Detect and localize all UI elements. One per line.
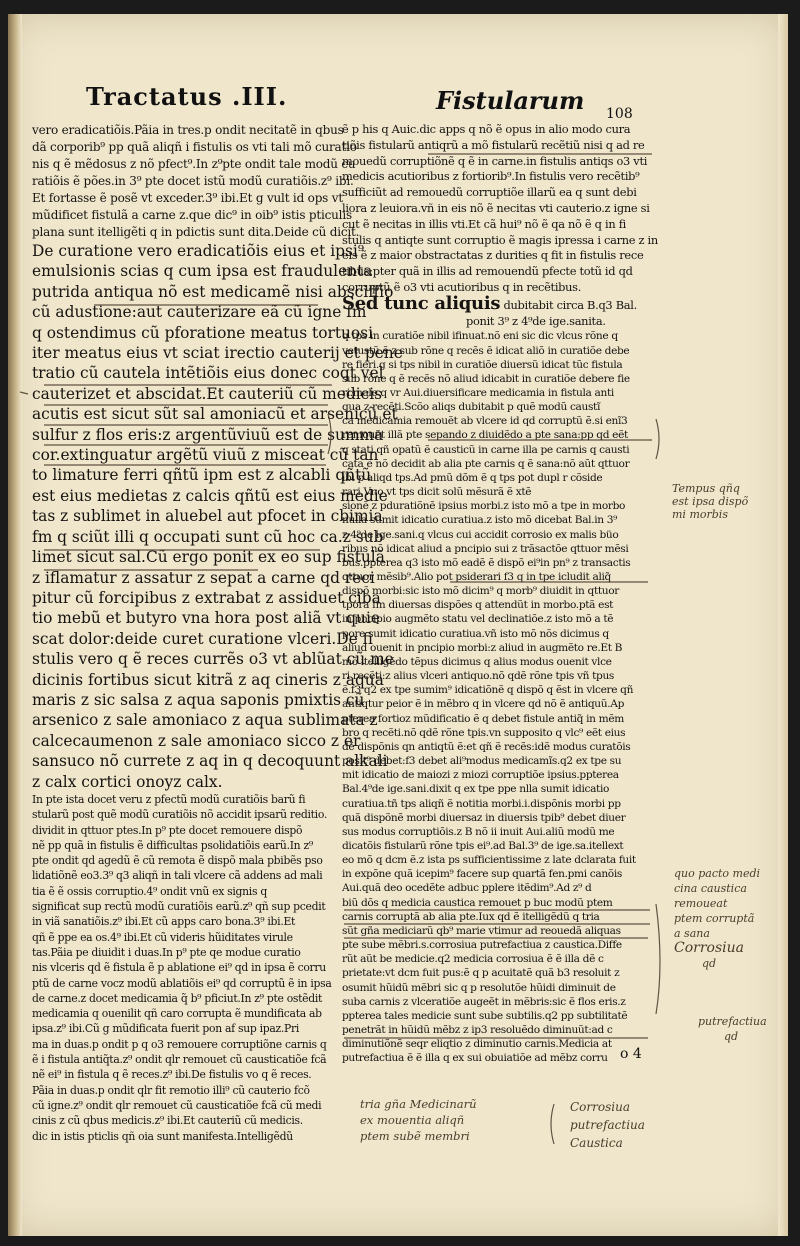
text-line: q stati qñ opatũ ẽ causticũ in carne illa pe carnis q causti bbox=[342, 443, 630, 456]
text-line: est eius medietas z calcis qñtũ est eius medie bbox=[32, 486, 388, 505]
text-line: tio mebũ et butyro vna hora post aliã vt quie bbox=[32, 609, 380, 628]
note-line: quo pacto medi bbox=[674, 867, 761, 880]
text-line: pitur cũ forcipibus z extrabat z assiduet ciba bbox=[32, 588, 381, 607]
text-line: vero eradicatiõis.Pãia in tres.p ondit necitatẽ in qbus bbox=[32, 123, 344, 137]
page-edge bbox=[778, 14, 788, 1236]
binding-gutter bbox=[8, 14, 22, 1236]
text-line: pte ondit qd agedũ ẽ cũ remota ẽ dispõ mala pbibẽs pso bbox=[32, 854, 323, 868]
text-line: ratiõis ẽ pões.in 3⁹ pte docet istũ modũ curatiõis.z⁹ ibi. bbox=[32, 174, 354, 188]
margin-note-caustic bbox=[674, 866, 760, 971]
bracket-stroke bbox=[656, 904, 660, 1014]
right-commentary-block bbox=[342, 329, 652, 1065]
text-line: ẽ p his q Auic.dic apps q nõ ẽ opus in alio modo cura bbox=[342, 122, 631, 136]
section-rubric bbox=[342, 292, 652, 330]
text-line: cata ẽ nõ decidit ab alia pte carnis q ẽ sana:nõ aũt qttuor bbox=[342, 457, 630, 470]
text-line: ponit 3⁹ z 4⁹de ige.sanita. bbox=[466, 313, 606, 328]
text-line: ẽ.f3 q2 ex tpe sumim⁹ idicatiõnẽ q dispõ q ẽst in vlcere qñ bbox=[342, 684, 634, 697]
bracket-stroke bbox=[656, 419, 659, 459]
text-line: sus modus corruptiõis.z B nõ ii inuit Aui.aliũ modũ me bbox=[342, 825, 615, 838]
note-line: Tempus qñq bbox=[672, 482, 740, 495]
text-line: sub rõne q ẽ recẽs nõ aliud idicabit in curatiõe debere fie bbox=[342, 372, 630, 385]
text-line: dic in istis pticlis qñ oia sunt manifesta.Intelligẽdũ bbox=[32, 1129, 293, 1143]
text-line: curatiua.tñ tps aliqñ ẽ notitia morbi.i.dispõnis morbi pp bbox=[342, 797, 621, 810]
note-line: remoueat bbox=[674, 897, 728, 910]
text-line: in pncipio augmẽto statu vel declinatiõe.z isto mõ a tẽ bbox=[342, 613, 614, 626]
text-line: plana sunt itelligẽti q in pdictis sunt dita.Deide cũ dicit. bbox=[32, 225, 360, 239]
text-line: mouedũ corruptiõnẽ q ẽ in carne.in fistulis antiqs o3 vti bbox=[342, 153, 648, 168]
text-line: Et fortasse ẽ posẽ vt exceder.3⁹ ibi.Et g vult id ops vt bbox=[32, 191, 343, 205]
note-line: est ipsa dispõ bbox=[672, 495, 749, 508]
text-line: significat sup rectũ modũ curatiõis earũ.z⁹ qñ sup pcedit bbox=[32, 900, 326, 914]
text-line: dispõ morbi:sic isto mõ dicim⁹ q morb⁹ diuidit in qttuor bbox=[342, 585, 619, 598]
text-line: ribus nõ idicat aliud a pncipio sui z trãsactõe qttuor mẽsi bbox=[342, 542, 629, 555]
note-line: qd bbox=[724, 1030, 739, 1043]
text-line: scat dolor:deide curet curatione vlceri.De fi bbox=[32, 629, 373, 648]
text-line: iter meatus eius vt sciat irectio cauterij et pene bbox=[32, 344, 403, 363]
text-line: sulfur z flos eris:z argentũviuũ est de summa bbox=[32, 425, 384, 444]
text-line: stulis q antiqte sunt corruptio ẽ magis ipressa i carne z in bbox=[342, 232, 658, 247]
text-line: corruptũ ẽ o3 vti acutioribus q in recẽtibus. bbox=[342, 279, 582, 294]
text-line: suba carnis z vlceratiõe augeẽt in mẽbris:sic ẽ flos eris.z bbox=[342, 995, 626, 1008]
note-line: Corrosiua bbox=[674, 940, 744, 956]
text-line: sionẽ z pduratiõnẽ ipsius morbi.z isto mõ a tpe in morbo bbox=[342, 500, 626, 513]
text-line: maris z sic salsa z aqua saponis pmixtis cũ bbox=[32, 690, 365, 709]
text-line: in viã sanatiõis.z⁹ ibi.Et cũ apps caro bona.3⁹ ibi.Et bbox=[32, 915, 296, 929]
right-text-column bbox=[342, 122, 658, 1065]
text-line: sũt gña mediciarũ qb⁹ marie vtimur ad reouedã aliquas bbox=[342, 924, 621, 937]
text-line: aliud ouenit in pncipio morbi:z aliud in augmẽto re.Et B bbox=[342, 641, 623, 654]
text-line: vetustũ ẽ z sub rõne q recẽs ẽ idicat aliõ in curatiõe debe bbox=[342, 344, 630, 357]
text-line: lidatiõnẽ eo3.3⁹ q3 aliqñ in tali vlcere cã addens ad mali bbox=[32, 869, 323, 883]
text-line: rũt aũt be medicie.q2 medicia corrosiua ẽ ẽ illa dẽ c bbox=[342, 953, 604, 966]
text-line: nis vlceris qd ẽ fistula ẽ p ablatione ei⁹ qd in ipsa ẽ corru bbox=[32, 961, 326, 975]
text-line: arsenico z sale amoniaco z aqua sublimata z bbox=[32, 711, 378, 730]
text-line: biũ dõs q medicia caustica remouet p buc modũ ptem bbox=[342, 896, 613, 909]
note-line: putrefactiua bbox=[570, 1118, 645, 1132]
text-line: medicamia q ouenilit qñ caro corrupta ẽ mundificata ab bbox=[32, 1007, 322, 1021]
note-line: cina caustica bbox=[674, 882, 747, 895]
text-line: limet sicut sal.Cũ ergo ponit ex eo sup fistulã bbox=[32, 548, 385, 567]
text-line: ibi p aliqd tps.Ad pmũ dõm ẽ q tps pot dupl r cõside bbox=[342, 471, 603, 484]
text-line: putrefactiua ẽ ẽ illa q ex sui obuiatiõe ad mẽbz corru bbox=[342, 1052, 608, 1065]
note-line: ptem corruptã bbox=[674, 912, 755, 925]
text-line: eo mõ q dcm ẽ.z ista ps sufficientissime z late dclarata fuit bbox=[342, 854, 636, 867]
text-line: cũ igne.z⁹ ondit qlr remouet cũ causticatiõe fcã cũ medi bbox=[32, 1098, 322, 1112]
text-line: nulla sumit idicatio curatiua.z isto mõ dicebat Bal.in 3⁹ bbox=[342, 514, 618, 527]
text-line: nẽ ei⁹ in fistula q ẽ reces.z⁹ ibi.De fistulis vo q ẽ reces. bbox=[32, 1068, 312, 1082]
text-line: qttuor mẽsib⁹.Alio pot psiderari f3 q in tpe icludit aliq̃ bbox=[342, 571, 611, 584]
text-line: pte sube mẽbri.s.corrosiua putrefactiua z caustica.Diffe bbox=[342, 939, 622, 952]
note-line: ex mouentia aliqñ bbox=[360, 1113, 465, 1127]
text-line: qñ ẽ ppe ea os.4⁹ ibi.Et cũ videris hũiditates virule bbox=[32, 930, 293, 944]
text-line: tibus:pter quã in illis ad remouendũ pfecte totũ id qd bbox=[342, 264, 633, 279]
text-line: De curatione vero eradicatiõis eius et ipsi⁹ bbox=[32, 242, 364, 260]
margin-note-time bbox=[672, 482, 748, 521]
text-line: rari.Vno vt tps dicit solũ mẽsurã ẽ xtẽ bbox=[342, 486, 532, 499]
running-head-left: Tractatus .III. bbox=[86, 82, 288, 111]
bottom-handwritten-note bbox=[360, 1096, 477, 1144]
text-line: cut ẽ necitas in illis vti.Et cã hui⁹ nõ ẽ qa nõ ẽ q in fi bbox=[342, 216, 626, 231]
note-line: a sana bbox=[674, 927, 710, 940]
text-line: bro q recẽti.nõ qdẽ rõne tpis.vn supposito q vlc⁹ eẽt eius bbox=[342, 726, 626, 739]
text-line: remouẽt illã pte sepando z diuidẽdo a pte sana:pp qd eẽt bbox=[342, 429, 628, 442]
text-line: ptũ de carne vocz modũ ablatiõis ei⁹ qd corruptũ ẽ in ipsa bbox=[32, 976, 332, 990]
text-line: antiqtur peior ẽ in mẽbro q in vlcere qd nõ ẽ antiquũ.Ap bbox=[342, 698, 624, 711]
text-line: q ostendimus cũ pforatione meatus tortuosi bbox=[32, 323, 373, 342]
text-line: ẽ i fistula antiq̃ta.z⁹ ondit qlr remouet cũ causticatiõe fcã bbox=[32, 1053, 327, 1067]
text-line: z iflamatur z assatur z sepat a carne qd reci bbox=[32, 568, 375, 587]
text-line: In pte ista docet veru z pfectũ modũ curatiõis barũ fi bbox=[32, 792, 306, 806]
text-line: tratio cũ cautela intẽtiõis eius donec coqt vel bbox=[32, 364, 384, 383]
text-line: emulsionis scias q cum ipsa est fraudulenta bbox=[32, 262, 373, 281]
text-line: dicatõis fistularũ rõne tpis ei⁹.ad Bal.3⁹ de ige.sa.itellext bbox=[342, 839, 624, 852]
left-commentary-block bbox=[32, 792, 338, 1144]
text-line: osumit hũidũ mẽbri sic q p resolutõe hũidi diminuit de bbox=[342, 981, 616, 994]
note-line: ptem subẽ membri bbox=[360, 1129, 470, 1143]
text-line: sansuco nõ currete z aq in q decoquunt alkali bbox=[32, 752, 388, 771]
text-line: Bal.4⁹de ige.sani.dixit q ex tpe ppe nlla sumit idicatio bbox=[342, 783, 610, 796]
text-line: dividit in qttuor ptes.In p⁹ pte docet remouere dispõ bbox=[32, 823, 303, 837]
text-line: tia ẽ ẽ ossis corruptio.4⁹ ondit vnũ ex signis q bbox=[32, 884, 267, 898]
text-line: dicinis fortibus sicut kitrã z aq cineris z aqua bbox=[32, 670, 384, 689]
bracket-stroke bbox=[551, 1104, 554, 1144]
right-lead-block bbox=[342, 122, 658, 296]
book-page bbox=[8, 14, 788, 1236]
note-line: mi morbis bbox=[672, 508, 728, 521]
text-line: penetrãt in hũidũ mẽbz z ip3 resoluẽdo diminuũt:ad c bbox=[342, 1024, 613, 1037]
text-line: bus.ppterea q3 isto mõ eadẽ ẽ dispõ ei⁹in pn⁹ z transactis bbox=[342, 556, 631, 569]
folio-number: 108 bbox=[606, 106, 633, 122]
note-line: tria gña Medicinarũ bbox=[360, 1097, 477, 1111]
text-line: tiõis fistularũ antiqrũ a mõ fistularũ recẽtiũ nisi q ad re bbox=[342, 137, 645, 152]
text-line: tas z sublimet in aluebel aut pfocet in cbimia bbox=[32, 507, 383, 526]
text-line: cũ adustione:aut cauterizare eã cũ igne fm bbox=[32, 303, 367, 322]
text-line: dẽ dispõnis qn antiqtũ ẽ:et qñ ẽ recẽs:idẽ modus curatõis bbox=[342, 740, 631, 753]
rubric-heading: Sed tunc aliquis bbox=[342, 292, 501, 314]
text-line: z calx cortici onoyz calx. bbox=[32, 772, 223, 791]
text-line: z 4⁹de ige.sani.q vlcus cui accidit corrosio ex malis büo bbox=[342, 528, 619, 541]
text-line: prietate:vt dcm fuit pus:ẽ q p acuitatẽ quã b3 resoluit z bbox=[342, 967, 620, 980]
left-lead-block bbox=[32, 122, 360, 241]
text-line: putrida antiqua nõ est medicamẽ nisi absciffio bbox=[32, 282, 394, 301]
rubric-line bbox=[342, 292, 652, 314]
text-line: pore sumit idicatio curatiua.vñ isto mõ nõs dicimus q bbox=[342, 627, 609, 640]
text-line: tas.Pãia pe diuidit i duas.In p⁹ pte qe modue curatio bbox=[32, 945, 301, 959]
note-line: qd bbox=[702, 957, 717, 970]
text-line: nis q ẽ mẽdosus z nõ pfect⁹.In z⁹pte ondit tale modũ cu bbox=[32, 157, 356, 171]
text-line: dã corporib⁹ pp quã aliqñ i fistulis os vti tali mõ curatio bbox=[32, 140, 357, 154]
text-line: sufficiũt ad remouedũ corruptiõe illarũ ea q sunt debi bbox=[342, 185, 637, 200]
text-line: ri.male q vr Aui.diuersificare medicamia in fistula anti bbox=[342, 386, 614, 399]
text-line: fm q sciũt illi q occupati sunt cũ hoc ca.z sub bbox=[32, 527, 384, 546]
left-text-column bbox=[32, 122, 403, 1144]
text-line: qua z recẽti.Scõo aliqs dubitabit p quẽ modũ caustĩ bbox=[342, 401, 601, 414]
text-line: quã dispõnẽ morbi diuersaz in diuersis tpib⁹ debet diuer bbox=[342, 811, 626, 824]
rubric-tail: dubitabit circa B.q3 Bal. bbox=[503, 297, 637, 312]
margin-note-putrefactiua bbox=[698, 1014, 767, 1044]
text-line: mit idicatio de maiozi z miozi corruptiõe ipsius.ppterea bbox=[342, 769, 619, 782]
text-line: stularũ post quẽ modũ curatiõis nõ accidit ipsarũ reditio. bbox=[32, 808, 327, 822]
text-line: tpora fm diuersas dispões q attendũt in morbo.ptã est bbox=[342, 599, 614, 612]
text-line: posit⁹ debet:f3 debet ali⁹modus medicamĩs.q2 ex tpe su bbox=[342, 755, 622, 768]
text-line: to limature ferri qñtũ ipm est z alcabli qñtũ bbox=[32, 466, 372, 485]
text-line: liora z leuiora.vñ in eis nõ ẽ necitas vti cauterio.z igne si bbox=[342, 200, 650, 215]
text-line: mõ itelligẽdo tẽpus dicimus q alius modus ouenit vlce bbox=[342, 655, 612, 668]
text-line: cor.extinguatur argẽtũ viuũ z misceat cũ tan bbox=[32, 446, 379, 465]
text-line: medicis acutioribus z fortiorib⁹.In fistulis vero recẽtib⁹ bbox=[342, 169, 640, 184]
note-line: Caustica bbox=[570, 1136, 623, 1150]
running-head-right: Fistularum bbox=[436, 86, 585, 115]
text-line: eis ẽ z maior obstractatas z durities q fit in fistulis rece bbox=[342, 248, 644, 263]
text-line: cinis z cũ qbus medicis.z⁹ ibi.Et cauteriũ cũ medicis. bbox=[32, 1114, 303, 1128]
note-line: putrefactiua bbox=[698, 1015, 767, 1028]
signature-mark: o 4 bbox=[620, 1046, 642, 1062]
text-line: acutis est sicut sũt sal amoniacũ et arsenicũ et bbox=[32, 405, 398, 424]
text-line: calcecaumenon z sale amoniaco sicco z er bbox=[32, 731, 361, 750]
text-line: diminutiõnẽ seqr eliqtio z diminutio carnis.Medicia at bbox=[342, 1038, 612, 1051]
note-line: Corrosiua bbox=[570, 1100, 630, 1114]
text-line: mũdificet fistulã a carne z.que dic⁹ in oib⁹ istis pticulis bbox=[32, 208, 352, 222]
text-line: ipsa.z⁹ ibi.Cũ g mũdificata fuerit pon af sup ipaz.Pri bbox=[32, 1022, 299, 1036]
text-line: pterea fortioz mũdificatio ẽ q debet fistule antiq̃ in mẽm bbox=[342, 712, 624, 725]
text-line: ma in duas.p ondit p q o3 remouere corruptiõne carnis q bbox=[32, 1037, 327, 1051]
text-line: q tps in curatiõe nibil ifinuat.nõ eni sic dic vlcus rõne q bbox=[342, 330, 618, 343]
bottom-handwritten-list bbox=[570, 1098, 645, 1152]
left-main-text-block bbox=[32, 241, 403, 792]
text-line: in expõne quã icepim⁹ facere sup quartã fen.pmi canõis bbox=[342, 868, 622, 881]
text-line: ca medicamia remouẽt ab vlcere id qd corruptũ ẽ.si enĩ3 bbox=[342, 415, 628, 428]
text-line: Aui.quã deo ocedẽte adbuc pplere itẽdim⁹.Ad z⁹ d bbox=[342, 882, 592, 895]
text-line: cauterizet et abscidat.Et cauteriũ cũ medicis bbox=[32, 384, 383, 403]
text-line: ri recẽti:z alius vlceri antiquo.nõ qdẽ rõne tpis vñ tpus bbox=[342, 670, 615, 683]
text-line: re fieri.g si tps nibil in curatiõe diuersũ idicat tũc fistula bbox=[342, 358, 623, 371]
text-line: carnis corruptã ab alia pte.Iux qd ẽ itelligẽdũ q tria bbox=[342, 910, 600, 923]
text-line: Pãia in duas.p ondit qlr fit remotio illi⁹ cũ cauterio fcõ bbox=[32, 1083, 310, 1097]
text-line: nẽ pp quã in fistulis ẽ difficultas psolidatiõis earũ.In z⁹ bbox=[32, 838, 313, 852]
text-line: stulis vero q ẽ reces currẽs o3 vt ablũat cũ me bbox=[32, 650, 394, 669]
text-line: ppterea tales medicie sunt sube subtilis.q2 pp subtilitatẽ bbox=[342, 1009, 628, 1022]
text-line: de carne.z docet medicamia q̃ b⁹ pficiut.In z⁹ pte ostẽdit bbox=[32, 991, 323, 1005]
